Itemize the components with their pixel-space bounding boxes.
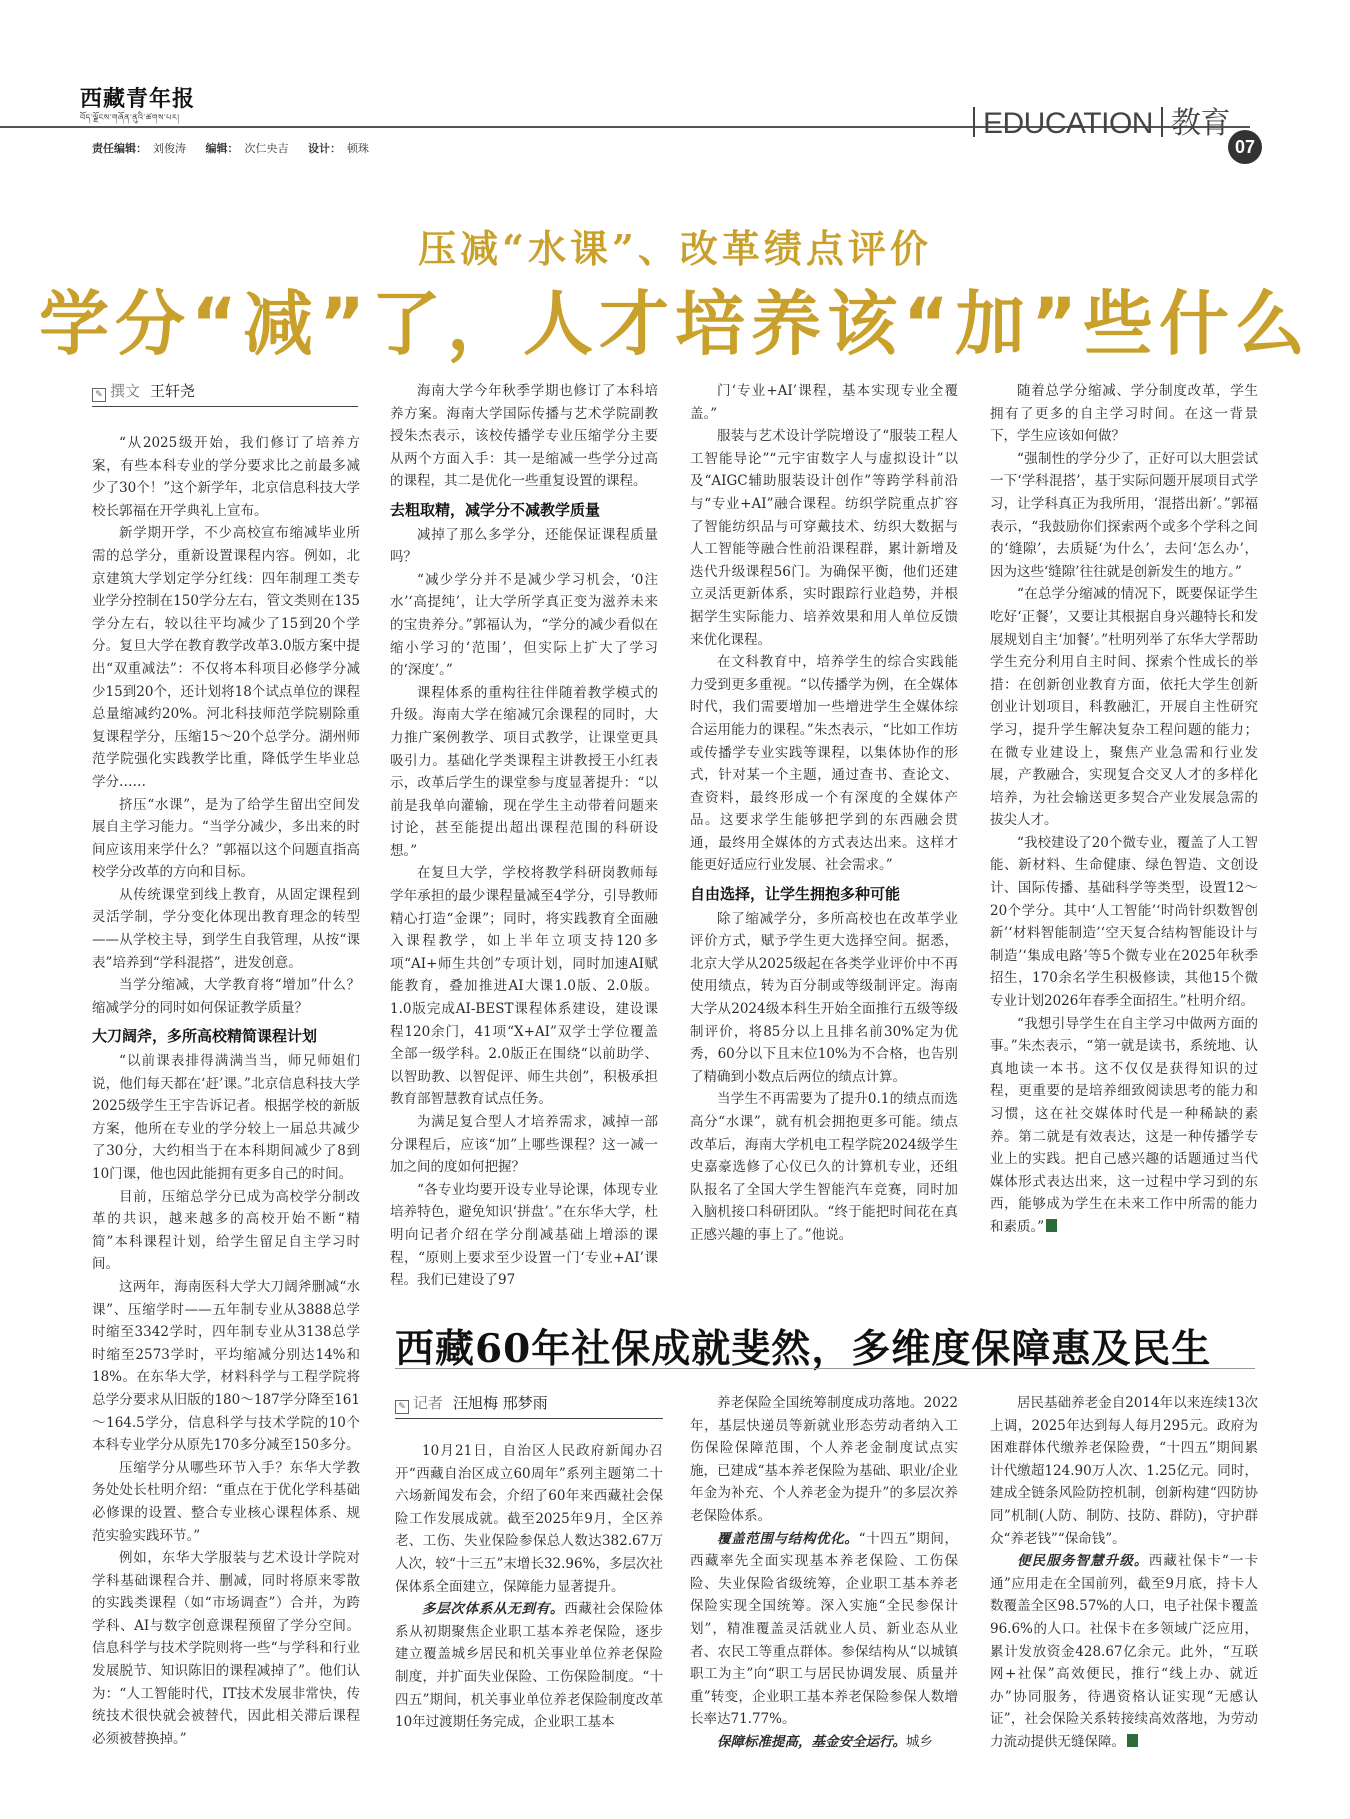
section-label [965, 98, 1230, 142]
article2-title: 西藏60年社保成就斐然，多维度保障惠及民生 [395, 1326, 1212, 1372]
article1-column-1 [92, 432, 360, 1747]
paragraph: 居民基础养老金自2014年以来连续13次上调，2025年达到每人每月295元。政府为困难群体代缴养老保险费，“十四五”期间累计代缴超124.90万人次、1.25亿元。同时，建成全链条风险防控机制，创新构建“四防协同”机制(人防、制防、技防、群防)，守护群众“养老钱”“保命钱”。 [990, 1395, 1258, 1547]
paragraph: 覆盖范围与结构优化。“十四五”期间，西藏率先全面实现基本养老保险、工伤保险、失业保险省级统筹，企业职工基本养老保险实现全国统筹。深入实施“全民参保计划”，精准覆盖灵活就业人员、新业态从业者、农民工等重点群体。参保结构从“以城镇职工为主”向“职工与居民协调发展、质量并重”转变，企业职工基本养老保险参保人数增长率达71.77%。 [690, 1530, 959, 1728]
pen-icon: ✎ [92, 388, 106, 402]
article1-title: 学分“减”了，人才培养该“加”些什么 [38, 283, 1312, 365]
credit-copyeditor: 次仁央吉 [244, 142, 289, 155]
article1-column-4 [990, 380, 1258, 1288]
paragraph: 服装与艺术设计学院增设了“服装工程人工智能导论”“元宇宙数字人与虚拟设计”以及“AIGC辅助服装设计创作”等跨学科前沿与“专业+AI”融合课程。纺织学院重点扩容了智能纺织品与可穿戴技术、纺织大数据与人工智能等融合性前沿课程群，累计新增及迭代升级课程56门。为确保平衡，他们还建立灵活更新体系，实时跟踪行业趋势，并根据学生实际能力、培养效果和用人单位反馈来优化课程。 [690, 428, 958, 648]
paragraph: 随着总学分缩减、学分制度改革，学生拥有了更多的自主学习时间。在这一背景下，学生应该如何做？ [990, 383, 1258, 445]
paragraph: 10月21日，自治区人民政府新闻办召开“西藏自治区成立60周年”系列主题第二十六场新闻发布会，介绍了60年来西藏社会保险工作发展成就。截至2025年9月，全区养老、工伤、失业保险参保总人数达382.67万人次，较“十三五”末增长32.96%，多层次社保体系全面建立，保障能力显著提升。 [395, 1443, 663, 1595]
paragraph: 目前，压缩总学分已成为高校学分制改革的共识，越来越多的高校开始不断“精简”本科课程计划，给学生留足自主学习时间。 [92, 1188, 360, 1273]
paragraph: 为满足复合型人才培养需求，减掉一部分课程后，应该“加”上哪些课程？这一减一加之间的度如何把握？ [390, 1114, 658, 1176]
paragraph: 在文科教育中，培养学生的综合实践能力受到更多重视。“以传播学为例，在全媒体时代，我们需要增加一些增进学生全媒体综合运用能力的课程。”朱杰表示，“比如工作坊或传播学专业实践等课程，以集体协作的形式，针对某一个主题，通过查书、查论文、查资料，最终形成一个有深度的全媒体产品。这要求学生能够把学到的东西融会贯通，最终用全媒体的方式表达出来。这样才能更好适应行业发展、社会需求。” [690, 654, 958, 874]
paragraph: 挤压“水课”，是为了给学生留出空间发展自主学习能力。“当学分减少，多出来的时间应该用来学什么？”郭福以这个问题直指高校学分改革的方向和目标。 [92, 796, 360, 881]
section-divider [973, 107, 975, 137]
page-number: 07 [1228, 130, 1262, 164]
paragraph: “各专业均要开设专业导论课，体现专业培养特色，避免知识‘拼盘’。”在东华大学，杜明向记者介绍在学分削减基础上增添的课程，“原则上要求至少设置一门‘专业+AI’课程。我们已建设了97 [390, 1181, 658, 1289]
article2-column-2 [690, 1392, 958, 1800]
article2-column-3 [990, 1392, 1258, 1800]
paragraph: 当学分缩减，大学教育将“增加”什么？缩减学分的同时如何保证教学质量？ [92, 977, 360, 1016]
paragraph: 压缩学分从哪些环节入手？东华大学教务处处长杜明介绍：“重点在于优化学科基础必修课的设置、整合专业核心课程体系、规范实验实践环节。” [92, 1459, 360, 1544]
paragraph: “减少学分并不是减少学习机会，‘0注水’‘高提纯’，让大学所学真正变为滋养未来的宝贵养分。”郭福认为，“学分的减少看似在缩小学习的‘范围’，但实际上扩大了学习的‘深度’。” [390, 571, 658, 679]
paragraph: “从2025级开始，我们修订了培养方案，有些本科专业的学分要求比之前最多减少了30个！”这个新学年，北京信息科技大学校长郭福在开学典礼上宣布。 [92, 435, 360, 519]
subheading: 去粗取精，减学分不减教学质量 [390, 500, 601, 519]
end-mark-icon [1046, 1219, 1057, 1232]
paragraph: 课程体系的重构往往伴随着教学模式的升级。海南大学在缩减冗余课程的同时，大力推广案例教学、项目式教学，让课堂更具吸引力。基础化学类课程主讲教授王小红表示，改革后学生的课堂参与度显著提升：“以前是我单向灌输，现在学生主动带着问题来讨论，甚至能提出超出课程范围的科研设想。” [390, 684, 658, 859]
pen-icon: ✎ [395, 1400, 409, 1414]
byline-role: 撰文 [110, 382, 141, 400]
paragraph: 例如，东华大学服装与艺术设计学院对学科基础课程合并、删减，同时将原来零散的实践类课程（如“市场调查”）合并，为跨学科、AI与数字创意课程预留了学分空间。信息科学与技术学院则将一些“与学科和行业发展脱节、知识陈旧的课程减掉了”。他们认为：“人工智能时代，IT技术发展非常快，传统技术很快就会被替代，因此相关滞后课程必须被替换掉。” [92, 1550, 360, 1747]
lead-phrase: 覆盖范围与结构优化。 [717, 1530, 859, 1547]
paragraph: 减掉了那么多学分，还能保证课程质量吗？ [390, 526, 658, 566]
paragraph: 新学期开学，不少高校宣布缩减毕业所需的总学分，重新设置课程内容。例如，北京建筑大学划定学分红线：四年制理工类专业学分控制在150学分左右，管文类则在135学分左右，较以往平均减少了15到20个学分。复旦大学在教育教学改革3.0版方案中提出“双重减法”：不仅将本科项目必修学分减少15到20个，还计划将18个试点单位的课程总量缩减约20%。河北科技师范学院剔除重复课程学分，压缩15～20个总学分。湖州师范学院强化实践教学比重，降低学生毕业总学分…… [92, 525, 360, 790]
article1-byline [92, 380, 358, 407]
paragraph: 多层次体系从无到有。西藏社会保险体系从初期聚焦企业职工基本养老保险，逐步建立覆盖城乡居民和机关事业单位养老保险制度，并扩面失业保险、工伤保险制度。“十四五”期间，机关事业单位养老保险制度改革10年过渡期任务完成，企业职工基本 [395, 1601, 663, 1731]
paragraph: “在总学分缩减的情况下，既要保证学生吃好‘正餐’，又要让其根据自身兴趣特长和发展规划自主‘加餐’。”杜明列举了东华大学帮助学生充分利用自主时间、探索个性成长的举措：在创新创业教育方面，依托大学生创新创业计划项目，科教融汇，开展自主性研究学习，提升学生解决复杂工程问题的能力；在微专业建设上，聚焦产业急需和行业发展，产教融合，实现复合交叉人才的多样化培养，为社会输送更多契合产业发展急需的拔尖人才。 [990, 586, 1258, 829]
subheading: 大刀阔斧，多所高校精简课程计划 [92, 1027, 318, 1046]
paragraph: 除了缩减学分，多所高校也在改革学业评价方式，赋予学生更大选择空间。据悉，北京大学从2025级起在各类学业评价中不再使用绩点，转为百分制或等级制评定。海南大学从2024级本科生开始全面推行五级等级制评价，将85分以上且排名前30%定为优秀，60分以下且末位10%为不合格，也告别了精确到小数点后两位的绩点计算。 [690, 910, 958, 1085]
paragraph: 在复旦大学，学校将教学科研岗教师每学年承担的最少课程量减至4学分，引导教师精心打造“金课”；同时，将实践教育全面融入课程教学，如上半年立项支持120多项“AI+师生共创”专项计划，同时加速AI赋能教育，叠加推进AI大课1.0版、2.0版。1.0版完成AI-BEST课程体系建设，建设课程120余门，41项“X+AI”双学士学位覆盖全部一级学科。2.0版正在围绕“以前助学、以智助教、以智促评、师生共创”，积极承担教育部智慧教育试点任务。 [390, 865, 658, 1108]
paragraph: 当学生不再需要为了提升0.1的绩点而选高分“水课”，就有机会拥抱更多可能。绩点改革后，海南大学机电工程学院2024级学生史嘉豪选修了心仪已久的计算机专业，还组队报名了全国大学生智能汽车竞赛，同时加入脑机接口科研团队。“终于能把时间花在真正感兴趣的事上了。”他说。 [690, 1091, 958, 1243]
subheading: 自由选择，让学生拥抱多种可能 [690, 885, 901, 904]
paper-name: 西藏青年报 [80, 86, 196, 112]
paragraph: “以前课表排得满满当当，师兄师姐们说，他们每天都在‘赶’课。”北京信息科技大学2025级学生王宇告诉记者。根据学校的新版方案，他所在专业的学分较上一届总共减少了30分，大约相当于在本科期间减少了8到10门课，他也因此能拥有更多自己的时间。 [92, 1053, 360, 1182]
end-mark-icon [1127, 1734, 1138, 1747]
article1-column-3 [690, 380, 958, 1288]
credit-label-designer: 设计： [308, 142, 341, 155]
paragraph: “强制性的学分少了，正好可以大胆尝试一下‘学科混搭’，基于实际问题开展项目式学习，让学科真正为我所用，‘混搭出新’。”郭福表示，“我鼓励你们探索两个或多个学科之间的‘缝隙’，去质疑‘为什么’，去问‘怎么办’，因为这些‘缝隙’往往就是创新发生的地方。” [990, 450, 1258, 580]
paragraph: “我校建设了20个微专业，覆盖了人工智能、新材料、生命健康、绿色智造、文创设计、国际传播、基础科学等类型，设置12～20个学分。其中‘人工智能’‘时尚针织数智创新’‘材料智能制造’‘空天复合结构智能设计与制造’‘集成电路’等5个微专业在2025年秋季招生，170余名学生积极修读，其他15个微专业计划2026年春季全面招生。”杜明介绍。 [990, 834, 1258, 1010]
paragraph: 便民服务智慧升级。西藏社保卡“一卡通”应用走在全国前列，截至9月底，持卡人数覆盖全区98.57%的人口，电子社保卡覆盖96.6%的人口。社保卡在多领域广泛应用，累计发放资金428.67亿余元。此外，“互联网+社保”高效便民，推行“线上办、就近办”协同服务，待遇资格认证实现“无感认证”，社会保险关系转接续高效落地，为劳动力流动提供无缝保障。 [990, 1553, 1259, 1750]
paragraph: 保障标准提高，基金安全运行。城乡 [717, 1733, 933, 1750]
article1-subtitle: 压减“水课”、改革绩点评价 [418, 226, 932, 271]
editor-credits [92, 140, 385, 156]
lead-phrase: 多层次体系从无到有。 [422, 1601, 565, 1618]
article2-title-rule [395, 1368, 1255, 1369]
article1-column-2 [390, 380, 658, 1288]
article2-column-1 [395, 1440, 663, 1800]
lead-phrase: 保障标准提高，基金安全运行。 [717, 1733, 906, 1750]
paper-subtitle: བོད་ལྗོངས་གཞོན་ནུའི་ཚགས་པར། [80, 113, 180, 122]
byline-role: 记者 [413, 1394, 444, 1412]
article2-byline [395, 1392, 663, 1419]
section-divider [1161, 107, 1163, 137]
byline-name: 王轩尧 [150, 382, 196, 400]
credit-editor: 刘俊涛 [153, 142, 186, 155]
lead-phrase: 便民服务智慧升级。 [1017, 1553, 1149, 1570]
paragraph: 养老保险全国统筹制度成功落地。2022年，基层快递员等新就业形态劳动者纳入工伤保险保障范围，个人养老金制度试点实施，已建成“基本养老保险为基础、职业/企业年金为补充、个人养老金为提升”的多层次养老保险体系。 [690, 1395, 958, 1524]
paragraph: “我想引导学生在自主学习中做两方面的事。”朱杰表示，“第一就是读书，系统地、认真地读一本书。这不仅仅是获得知识的过程，更重要的是培养细致阅读思考的能力和习惯，这在社交媒体时代是一种稀缺的素养。第二就是有效表达，这是一种传播学专业上的实践。把自己感兴趣的话题通过当代媒体形式表达出来，这一过程中学习到的东西，能够成为学生在未来工作中所需的能力和素质。” [990, 1015, 1258, 1235]
paragraph: 海南大学今年秋季学期也修订了本科培养方案。海南大学国际传播与艺术学院副教授朱杰表示，该校传播学专业压缩学分主要从两个方面入手：其一是缩减一些学分过高的课程，其二是优化一些重复设置的课程。 [390, 383, 658, 490]
paragraph: 从传统课堂到线上教育，从固定课程到灵活学制，学分变化体现出教育理念的转型——从学校主导，到学生自我管理，从按“课表”培养到“学科混搭”，进发创意。 [92, 886, 360, 971]
section-en: EDUCATION [983, 107, 1153, 140]
credit-label-copyeditor: 编辑： [205, 142, 239, 155]
paragraph: 门‘专业+AI’课程，基本实现专业全覆盖。” [690, 383, 958, 422]
section-cn: 教育 [1170, 107, 1230, 140]
credit-label-editor: 责任编辑： [92, 142, 147, 155]
paragraph: 这两年，海南医科大学大刀阔斧删减“水课”、压缩学时——五年制专业从3888总学时缩至3342学时，四年制专业从3138总学时缩至2573学时，平均缩减分别达14%和18%。在东华大学，材料科学与工程学院将总学分要求从旧版的180～187学分降至161～164.5学分，信息科学与技术学院的10个本科专业学分从原先170多分减至150多分。 [92, 1278, 360, 1454]
byline-name: 汪旭梅 邢梦雨 [453, 1394, 548, 1412]
credit-designer: 顿珠 [347, 142, 369, 155]
